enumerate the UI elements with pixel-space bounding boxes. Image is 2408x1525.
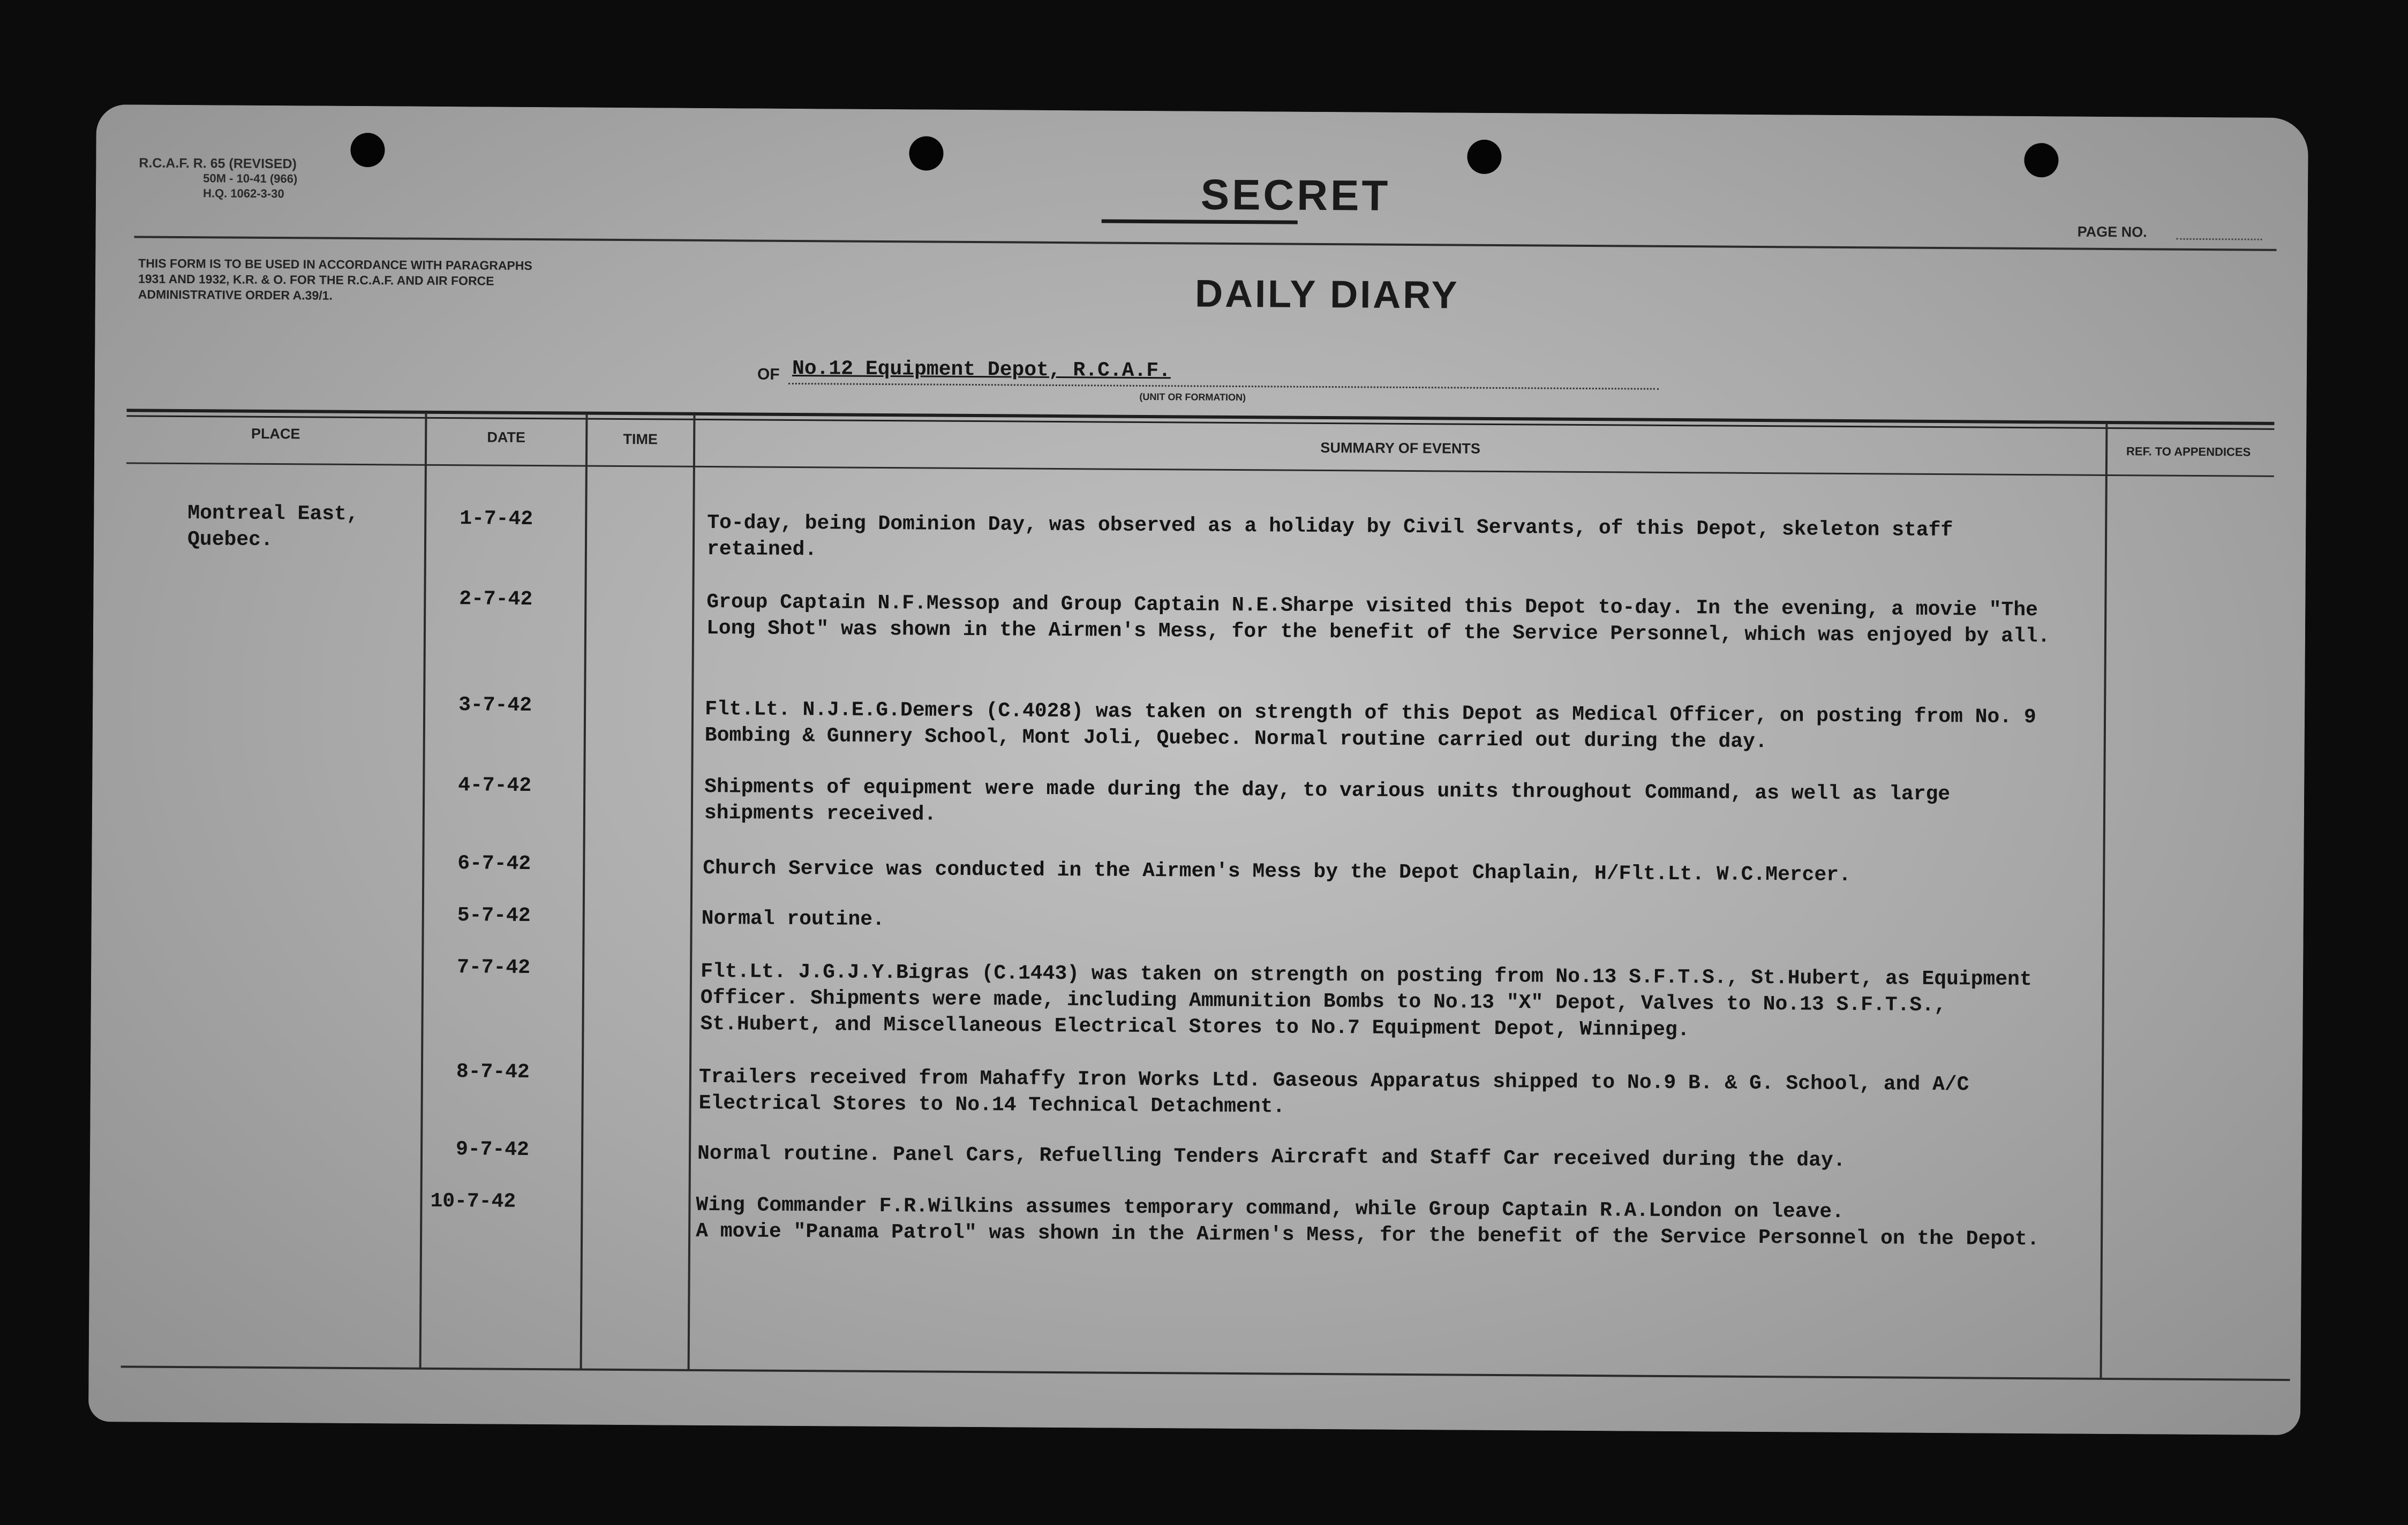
summary-cell: Group Captain N.F.Messop and Group Captain N.E.Sharpe visited this Depot to-day. In the evening, a movie "The Long Shot" was shown in the Airmen's Mess, for the benefit of the Service Personnel, which was enjoyed by all. bbox=[706, 590, 2050, 648]
date-cell: 3-7-42 bbox=[458, 693, 532, 717]
column-divider bbox=[580, 414, 588, 1370]
date-cell: 2-7-42 bbox=[459, 587, 533, 611]
summary-cell: Normal routine. Panel Cars, Refuelling Tenders Aircraft and Staff Car received during the day. bbox=[697, 1142, 1846, 1172]
date-cell: 9-7-42 bbox=[455, 1138, 530, 1161]
column-divider bbox=[2100, 423, 2108, 1379]
of-label: OF bbox=[757, 365, 780, 383]
date-cell: 10-7-42 bbox=[430, 1189, 516, 1213]
form-number-line: 50M - 10-41 (966) bbox=[203, 171, 298, 186]
form-title: DAILY DIARY bbox=[1194, 272, 1459, 317]
form-number-line: R.C.A.F. R. 65 (REVISED) bbox=[139, 155, 297, 172]
summary-cell: Church Service was conducted in the Airmen's Mess by the Depot Chaplain, H/Flt.Lt. W.C.Mercer. bbox=[703, 856, 1851, 887]
column-header-place: PLACE bbox=[251, 425, 300, 442]
summary-cell: Trailers received from Mahaffy Iron Works Ltd. Gaseous Apparatus shipped to No.9 B. & G. School, and A/C Electrical Stores to No.14 Technical Detachment. bbox=[698, 1065, 1969, 1119]
form-number-line: H.Q. 1062-3-30 bbox=[202, 186, 284, 201]
header-rule bbox=[134, 236, 2276, 251]
table-bottom-rule bbox=[121, 1365, 2290, 1381]
date-cell: 7-7-42 bbox=[457, 956, 531, 979]
column-header-date: DATE bbox=[487, 429, 526, 446]
date-cell: 6-7-42 bbox=[457, 852, 531, 875]
unit-caption: (UNIT OR FORMATION) bbox=[1139, 391, 1246, 403]
binder-hole bbox=[1467, 140, 1501, 174]
column-divider bbox=[419, 413, 427, 1369]
binder-hole bbox=[909, 136, 943, 170]
summary-cell: Flt.Lt. N.J.E.G.Demers (C.4028) was taken on strength of this Depot as Medical Officer, on posting from No. 9 Bombing & Gunnery School, Mont Joli, Quebec. Normal routine carried out during the day. bbox=[704, 697, 2036, 754]
date-cell: 8-7-42 bbox=[456, 1060, 530, 1084]
summary-cell: Wing Commander F.R.Wilkins assumes temporary command, while Group Captain R.A.London on leave. A movie "Panama Patrol" was shown in the Airmen's Mess, for the benefit of the Service Personnel on the Depot. bbox=[696, 1193, 2040, 1251]
date-cell: 5-7-42 bbox=[457, 904, 531, 927]
column-divider bbox=[688, 414, 696, 1370]
summary-cell: Flt.Lt. J.G.J.Y.Bigras (C.1443) was taken on strength on posting from No.13 S.F.T.S., St.Hubert, as Equipment Officer. Shipments were made, including Ammunition Bombs to No.13 "X" Depot, Valves to No.13 S.F.T.S., St.Hubert, and Miscellaneous Electrical Stores to No.7 Equipment Depot, Winnipeg. bbox=[700, 960, 2032, 1042]
column-header-time: TIME bbox=[623, 431, 658, 448]
column-header-summary: SUMMARY OF EVENTS bbox=[1320, 439, 1480, 457]
summary-cell: Normal routine. bbox=[701, 907, 885, 932]
diary-page bbox=[88, 104, 2308, 1435]
binder-hole bbox=[2024, 143, 2058, 177]
page-number-label: PAGE NO. bbox=[2077, 223, 2147, 240]
column-header-rule bbox=[126, 462, 2274, 477]
date-cell: 1-7-42 bbox=[460, 507, 533, 531]
unit-name: No.12 Equipment Depot, R.C.A.F. bbox=[792, 357, 1171, 383]
security-classification: SECRET bbox=[1200, 170, 1391, 220]
binder-hole bbox=[350, 133, 385, 167]
summary-cell: Shipments of equipment were made during the day, to various units throughout Command, as well as large shipments received. bbox=[704, 775, 1951, 826]
form-number bbox=[139, 155, 298, 201]
summary-cell: To-day, being Dominion Day, was observed as a holiday by Civil Servants, of this Depot, skeleton staff retained. bbox=[706, 511, 1953, 562]
unit-field-line bbox=[788, 383, 1659, 390]
place-cell: Montreal East, Quebec. bbox=[187, 502, 359, 552]
date-cell: 4-7-42 bbox=[458, 774, 532, 797]
security-underline bbox=[1102, 219, 1298, 224]
form-usage-note: THIS FORM IS TO BE USED IN ACCORDANCE WITH PARAGRAPHS 1931 AND 1932, K.R. & O. FOR THE R.C.A.F. AND AIR FORCE ADMINISTRATIVE ORDER A.39/1. bbox=[138, 256, 532, 303]
column-header-ref: REF. TO APPENDICES bbox=[2126, 444, 2251, 459]
page-number-field bbox=[2177, 238, 2262, 240]
